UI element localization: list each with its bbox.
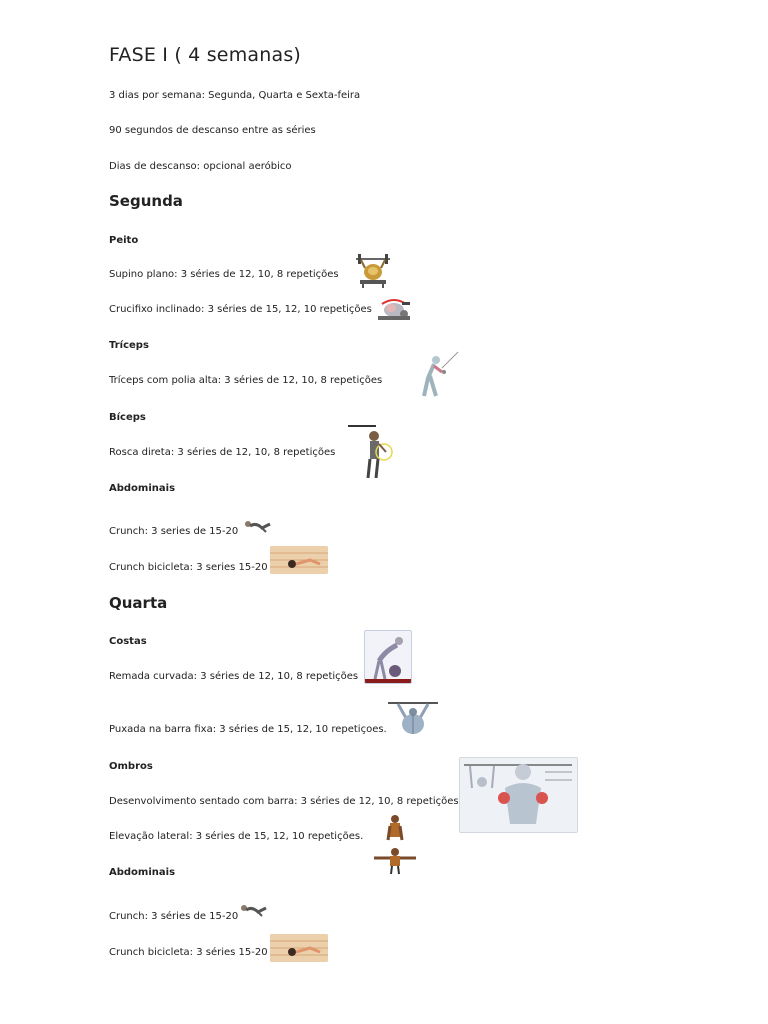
muscle-group-biceps: Bíceps: [109, 412, 146, 423]
muscle-group-abdominais-quarta: Abdominais: [109, 867, 176, 878]
exercise-supino-plano: Supino plano: 3 séries de 12, 10, 8 repetições: [109, 269, 339, 280]
lateral-raise-illustration: [372, 814, 418, 876]
incline-fly-illustration: [374, 294, 416, 324]
muscle-group-triceps: Tríceps: [109, 340, 149, 351]
exercise-remada-curvada: Remada curvada: 3 séries de 12, 10, 8 repetições: [109, 671, 359, 682]
page-title: FASE I ( 4 semanas): [109, 44, 302, 66]
exercise-puxada-barra-fixa: Puxada na barra fixa: 3 séries de 15, 12, 10 repetiçoes.: [109, 724, 387, 735]
exercise-crunch-bicicleta-quarta: Crunch bicicleta: 3 séries 15-20: [109, 947, 268, 958]
bent-over-row-illustration: [364, 630, 412, 684]
crunch-illustration-quarta: [236, 900, 270, 918]
section-heading-segunda: Segunda: [109, 192, 183, 210]
exercise-desenvolvimento-sentado: Desenvolvimento sentado com barra: 3 séries de 12, 10, 8 repetições: [109, 796, 459, 807]
exercise-crunch-quarta: Crunch: 3 séries de 15-20: [109, 911, 239, 922]
exercise-crucifixo-inclinado: Crucifixo inclinado: 3 séries de 15, 12, 10 repetições: [109, 304, 372, 315]
bench-press-illustration: [354, 252, 392, 288]
bicycle-crunch-photo: [270, 546, 328, 574]
rest-interval-info: 90 segundos de descanso entre as séries: [109, 125, 316, 136]
section-heading-quarta: Quarta: [109, 594, 168, 612]
muscle-group-costas: Costas: [109, 636, 147, 647]
muscle-group-abdominais: Abdominais: [109, 483, 176, 494]
exercise-elevacao-lateral: Elevação lateral: 3 séries de 15, 12, 10 repetições.: [109, 831, 364, 842]
barbell-curl-illustration: [346, 422, 394, 482]
exercise-triceps-polia-alta: Tríceps com polia alta: 3 séries de 12, 10, 8 repetições: [109, 375, 383, 386]
training-days-info: 3 dias por semana: Segunda, Quarta e Sexta-feira: [109, 90, 361, 101]
bicycle-crunch-photo-quarta: [270, 934, 328, 962]
pull-up-illustration: [388, 700, 438, 736]
exercise-rosca-direta: Rosca direta: 3 séries de 12, 10, 8 repetições: [109, 447, 336, 458]
crunch-illustration: [240, 516, 274, 534]
rest-days-info: Dias de descanso: opcional aeróbico: [109, 161, 292, 172]
seated-press-anatomy-illustration: [459, 757, 578, 833]
triceps-pushdown-illustration: [414, 350, 462, 398]
exercise-crunch: Crunch: 3 series de 15-20: [109, 526, 239, 537]
muscle-group-peito: Peito: [109, 235, 139, 246]
exercise-crunch-bicicleta: Crunch bicicleta: 3 series 15-20: [109, 562, 268, 573]
muscle-group-ombros: Ombros: [109, 761, 153, 772]
